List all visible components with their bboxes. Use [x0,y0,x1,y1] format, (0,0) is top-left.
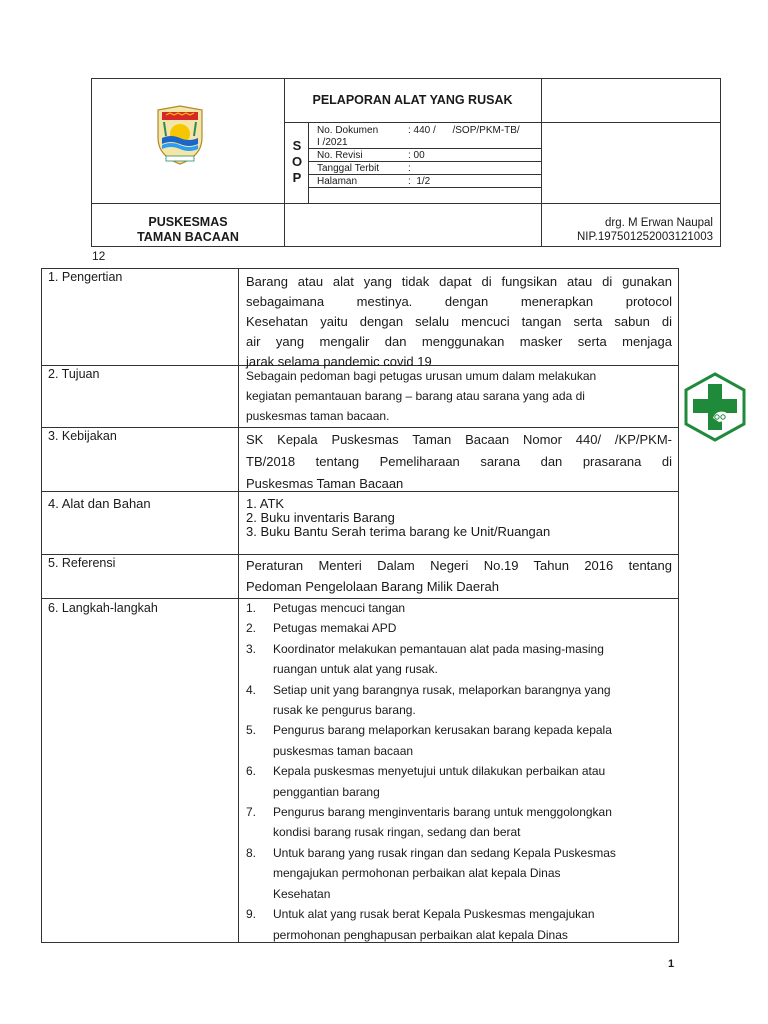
list-item: 2. Buku inventaris Barang [246,510,395,525]
list-item: 8. Untuk barang yang rusak ringan dan sedang Kepala Puskesmas mengajukan permohonan perbaikan alat kepala Dinas Kesehatan [246,845,616,901]
row-label-referensi: 5. Referensi [48,556,116,570]
stray-number: 12 [92,249,106,263]
list-item: 3. Koordinator melakukan pemantauan alat pada masing-masing ruangan untuk alat yang rusak. [246,641,604,677]
row-content-tujuan: Sebagain pedoman bagi petugas urusan umum dalam melakukan kegiatan pemantauan barang – barang atau sarana yang ada di puskesmas taman bacaan. [246,369,597,423]
signer-block [543,216,713,244]
list-item: 1. ATK [246,496,285,511]
list-item: 1. Petugas mencuci tangan [246,601,406,615]
row-content-kebijakan: SK Kepala Puskesmas Taman Bacaan Nomor 440/ /KP/PKM- TB/2018 tentang Pemeliharaan sarana dan prasarana di Puskesmas Taman Bacaan [246,432,672,491]
row-label-tujuan: 2. Tujuan [48,367,100,381]
page-number: 1 [668,958,675,970]
row-label-langkah: 6. Langkah-langkah [48,601,158,615]
list-item: 7. Pengurus barang menginventaris barang untuk menggolongkan kondisi barang rusak ringan, sedang dan berat [246,805,612,840]
signer-nip: NIP.197501252003121003 [576,231,713,243]
list-item: 2. Petugas memakai APD [246,621,397,636]
meta-doc-number-value: : 440 / /SOP/PKM-TB/ [408,125,520,136]
meta-page-value: : 1/2 [408,176,431,187]
list-item: 5. Pengurus barang melaporkan kerusakan barang kepada kepala puskesmas taman bacaan [246,723,612,758]
meta-doc-number-label: No. Dokumen [317,125,379,136]
organization-name: PUSKESMAS TAMAN BACAAN [137,215,239,244]
signer-name: drg. M Erwan Naupal [604,217,713,229]
list-item: 4. Setiap unit yang barangnya rusak, melaporkan barangnya yang rusak ke pengurus barang. [246,682,611,718]
row-content-pengertian: Barang atau alat yang tidak dapat di fungsikan atau di gunakan sebagaimana mestinya. dengan menerapkan protocol Kesehatan yaitu dengan selalu mencuci tangan serta sabun di air yang mengalir dan menggunakan masker serta menjaga jarak selama pandemic covid 19 [246,274,672,369]
row-label-alat: 4. Alat dan Bahan [48,496,151,511]
row-label-pengertian: 1. Pengertian [48,270,123,284]
meta-doc-number-value-cont: I /2021 [317,137,348,148]
list-item: 9. Untuk alat yang rusak berat Kepala Puskesmas mengajukan permohonan penghapusan perbaikan alat kepala Dinas [246,907,595,942]
list-item: 6. Kepala puskesmas menyetujui untuk dilakukan perbaikan atau penggantian barang [246,764,606,799]
meta-date-value: : [408,163,411,174]
list-item: 3. Buku Bantu Serah terima barang ke Unit/Ruangan [246,524,551,539]
puskesmas-logo-icon [683,372,747,442]
regional-emblem-icon [152,104,208,166]
meta-revision-value: : 00 [408,150,425,161]
row-content-referensi: Peraturan Menteri Dalam Negeri No.19 Tahun 2016 tentang Pedoman Pengelolaan Barang Milik Daerah [246,558,672,594]
row-content-alat [246,497,550,539]
meta-revision-label: No. Revisi [317,150,363,161]
document-title: PELAPORAN ALAT YANG RUSAK [312,93,513,107]
meta-date-label: Tanggal Terbit [317,163,380,174]
meta-page-label: Halaman [317,176,358,187]
row-label-kebijakan: 3. Kebijakan [48,429,117,443]
row-content-langkah [246,598,672,945]
sop-label: S O P [291,138,303,185]
